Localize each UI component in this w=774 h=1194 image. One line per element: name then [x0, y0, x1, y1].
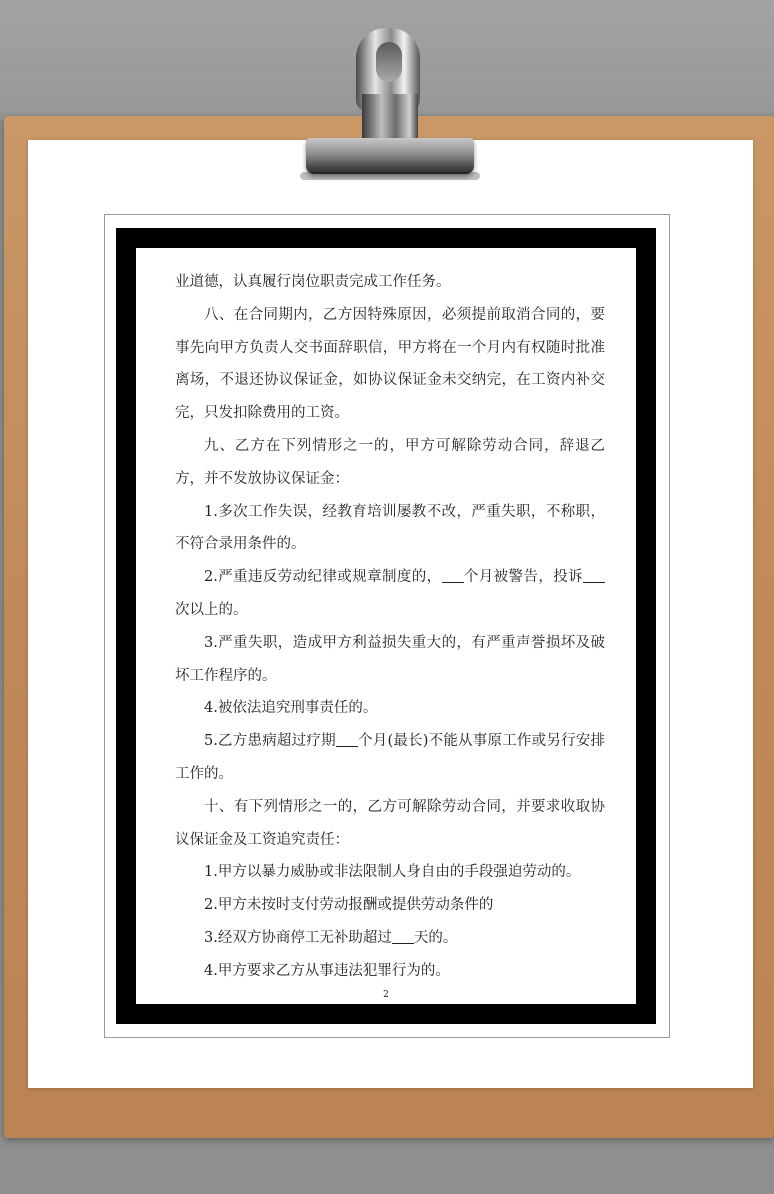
- paragraph: [175, 627, 605, 693]
- paragraph-text: 1.甲方以暴力威胁或非法限制人身自由的手段强迫劳动的。: [204, 864, 581, 881]
- paragraph: [175, 266, 605, 299]
- binder-clip-icon: [290, 28, 490, 178]
- paragraph-text: 4.甲方要求乙方从事违法犯罪行为的。: [204, 962, 450, 979]
- paragraph-text: 5.乙方患病超过疗期: [204, 733, 336, 750]
- paragraph: [175, 889, 605, 922]
- clip-shadow: [300, 172, 480, 180]
- clip-ring-hole: [376, 42, 402, 82]
- paragraph-text: 个月(最长)不能从事原工作或另行安排工作的。: [175, 733, 606, 782]
- paragraph: [175, 430, 605, 496]
- paragraph-text: 十、有下列情形之一的，乙方可解除劳动合同，并要求收取协议保证金及工资追究责任：: [175, 798, 605, 848]
- fill-in-blank: [392, 928, 414, 944]
- fill-in-blank: [336, 732, 358, 748]
- document-text: [175, 266, 605, 988]
- paragraph: [175, 496, 605, 562]
- paragraph-text: 次以上的。: [175, 601, 248, 618]
- paragraph-text: 4.被依法追究刑事责任的。: [204, 700, 378, 717]
- paragraph: [175, 922, 605, 955]
- page-number: 2: [383, 990, 389, 1000]
- paragraph-text: 天的。: [413, 929, 458, 946]
- fill-in-blank: [442, 568, 464, 584]
- paragraph: [175, 791, 605, 857]
- paragraph-text: 八、在合同期内，乙方因特殊原因，必须提前取消合同的，要事先向甲方负责人交书面辞职信，甲方将在一个月内有权随时批准离场，不退还协议保证金，如协议保证金未交纳完，在工资内补交完，只发扣除费用的工资。: [175, 306, 605, 422]
- paragraph: [175, 299, 605, 430]
- paragraph-text: 2.严重违反劳动纪律或规章制度的，: [204, 569, 442, 586]
- paragraph: [175, 856, 605, 889]
- clip-base: [306, 138, 474, 174]
- paragraph: [175, 955, 605, 988]
- paragraph-text: 个月被警告，投诉: [463, 569, 583, 586]
- paragraph: [175, 725, 605, 791]
- paragraph-text: 3.严重失职，造成甲方利益损失重大的，有严重声誉损坏及破坏工作程序的。: [175, 634, 605, 684]
- paragraph-text: 业道德，认真履行岗位职责完成工作任务。: [175, 274, 451, 290]
- fill-in-blank: [583, 568, 605, 584]
- paragraph-text: 2.甲方未按时支付劳动报酬或提供劳动条件的: [204, 897, 494, 914]
- paragraph-text: 九、乙方在下列情形之一的，甲方可解除劳动合同，辞退乙方，并不发放协议保证金：: [175, 437, 605, 487]
- paragraph: [175, 692, 605, 725]
- paragraph-text: 3.经双方协商停工无补助超过: [204, 929, 392, 946]
- paragraph-text: 1.多次工作失误，经教育培训屡教不改，严重失职，不称职，不符合录用条件的。: [175, 503, 605, 553]
- paragraph: [175, 561, 605, 627]
